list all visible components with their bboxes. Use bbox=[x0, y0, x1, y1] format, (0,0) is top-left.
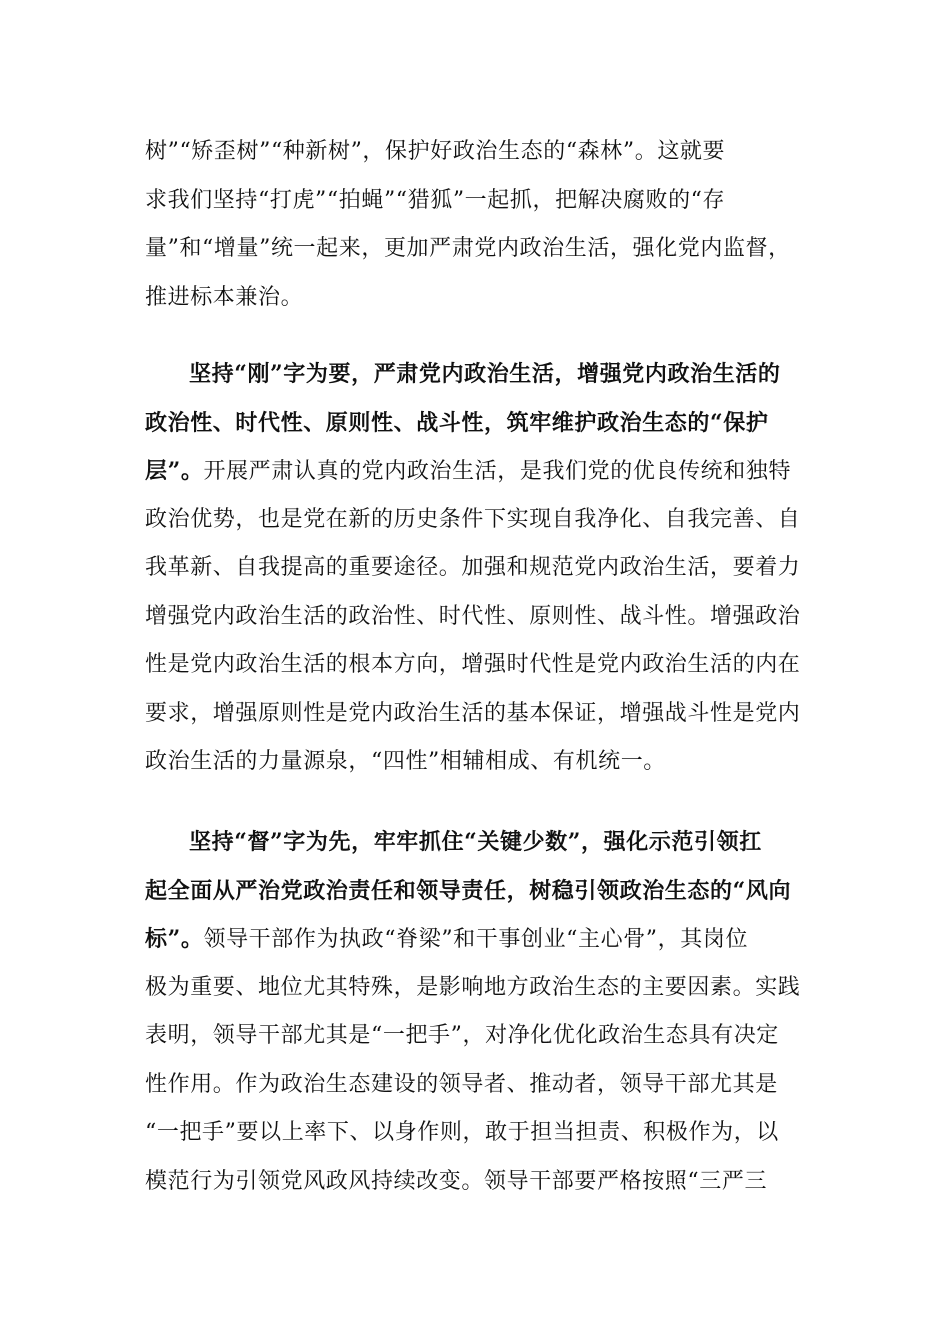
body-text: 要求，增强原则性是党内政治生活的基本保证，增强战斗性是党内 bbox=[145, 700, 801, 726]
text-line bbox=[145, 1012, 805, 1061]
body-text: 极为重要、地位尤其特殊，是影响地方政治生态的主要因素。实践 bbox=[145, 974, 801, 1000]
bold-heading-text: 坚持“督”字为先，牢牢抓住“关键少数”，强化示范引领扛 bbox=[189, 829, 762, 855]
bold-heading-text: 层”。 bbox=[145, 458, 204, 484]
text-line bbox=[145, 177, 805, 226]
text-line bbox=[145, 641, 805, 690]
bold-heading-text: 政治性、时代性、原则性、战斗性，筑牢维护政治生态的“保护 bbox=[145, 409, 769, 436]
body-text: 政治优势，也是党在新的历史条件下实现自我净化、自我完善、自 bbox=[145, 506, 801, 532]
body-text: 树”“矫歪树”“种新树”，保护好政治生态的“森林”。这就要 bbox=[145, 139, 726, 164]
body-text: 我革新、自我提高的重要途径。加强和规范党内政治生活，要着力 bbox=[145, 555, 801, 580]
body-text: 增强党内政治生活的政治性、时代性、原则性、战斗性。增强政治 bbox=[145, 603, 801, 629]
text-line bbox=[145, 544, 805, 593]
text-line bbox=[145, 738, 805, 787]
text-line bbox=[145, 690, 805, 739]
bold-heading-text: 标”。 bbox=[145, 926, 204, 952]
paragraph-2 bbox=[145, 350, 805, 787]
body-text: 求我们坚持“打虎”“拍蝇”“猎狐”一起抓，把解决腐败的“存 bbox=[145, 187, 726, 213]
text-line bbox=[145, 496, 805, 545]
text-line bbox=[145, 447, 805, 496]
body-text: “一把手”要以上率下、以身作则，敢于担当担责、积极作为，以 bbox=[145, 1120, 779, 1145]
bold-heading-text: 起全面从严治党政治责任和领导责任，树稳引领政治生态的“风向 bbox=[145, 877, 792, 904]
text-line bbox=[145, 593, 805, 642]
text-line bbox=[145, 964, 805, 1013]
body-text: 表明，领导干部尤其是“一把手”，对净化优化政治生态具有决定 bbox=[145, 1023, 779, 1048]
paragraph-1 bbox=[145, 128, 805, 322]
body-text: 性作用。作为政治生态建设的领导者、推动者，领导干部尤其是 bbox=[145, 1071, 778, 1097]
text-line bbox=[145, 867, 805, 916]
body-text: 模范行为引领党风政风持续改变。领导干部要严格按照“三严三 bbox=[145, 1168, 768, 1194]
body-text: 开展严肃认真的党内政治生活，是我们党的优良传统和独特 bbox=[203, 459, 792, 484]
text-line bbox=[145, 818, 805, 867]
bold-heading-text: 坚持“刚”字为要，严肃党内政治生活，增强党内政治生活的 bbox=[189, 361, 781, 387]
text-line bbox=[145, 225, 805, 274]
text-line bbox=[145, 350, 805, 399]
body-text: 领导干部作为执政“脊梁”和干事创业“主心骨”，其岗位 bbox=[203, 927, 749, 952]
body-text: 政治生活的力量源泉，“四性”相辅相成、有机统一。 bbox=[145, 749, 666, 774]
body-text: 推进标本兼治。 bbox=[145, 284, 304, 310]
text-line bbox=[145, 1158, 805, 1207]
text-line bbox=[145, 1109, 805, 1158]
text-line bbox=[145, 1061, 805, 1110]
body-text: 量”和“增量”统一起来，更加严肃党内政治生活，强化党内监督， bbox=[145, 236, 791, 261]
text-line bbox=[145, 915, 805, 964]
body-text: 性是党内政治生活的根本方向，增强时代性是党内政治生活的内在 bbox=[145, 652, 801, 677]
paragraph-3 bbox=[145, 818, 805, 1206]
text-line bbox=[145, 128, 805, 177]
text-line bbox=[145, 274, 805, 323]
text-line bbox=[145, 399, 805, 448]
